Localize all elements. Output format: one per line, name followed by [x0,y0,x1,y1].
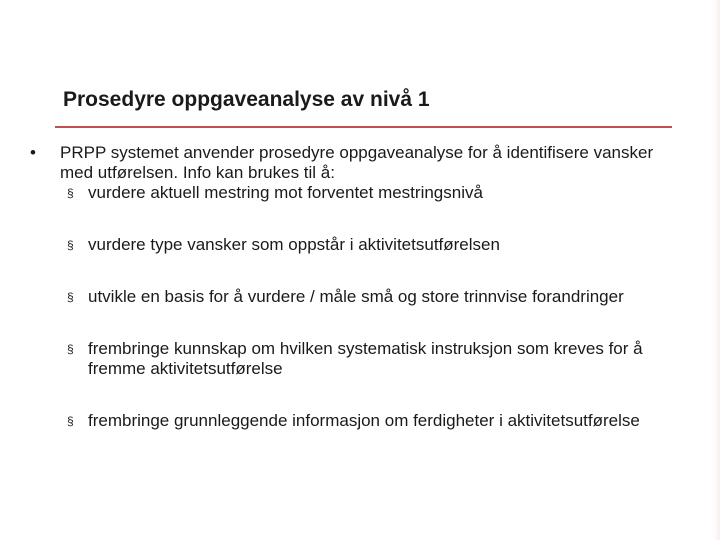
list-item [58,183,648,203]
section-marker-icon: § [67,414,74,428]
list-item [58,339,648,379]
list-item [58,287,648,307]
list-item-text: frembringe kunnskap om hvilken systematisk instruksjon som kreves for å fremme aktivitetsutførelse [88,339,643,378]
list-item-text: utvikle en basis for å vurdere / måle små og store trinnvise forandringer [88,287,624,306]
slide-content [30,143,670,448]
list-item-text: vurdere aktuell mestring mot forventet mestringsnivå [88,183,483,202]
section-marker-icon: § [67,342,74,356]
section-marker-icon: § [67,238,74,252]
right-edge-gradient [710,0,720,540]
main-bullet-text: PRPP systemet anvender prosedyre oppgaveanalyse for å identifisere vansker med utførelsen. Info kan brukes til å: [60,143,654,182]
list-item-text: vurdere type vansker som oppstår i aktivitetsutførelsen [88,235,500,254]
main-bullet [30,143,670,183]
slide-title: Prosedyre oppgaveanalyse av nivå 1 [63,88,430,111]
list-item [58,411,648,431]
list-item [58,235,648,255]
sub-bullet-list [30,183,670,431]
bullet-marker-icon: • [30,143,36,162]
title-underline [55,126,672,128]
section-marker-icon: § [67,290,74,304]
list-item-text: frembringe grunnleggende informasjon om ferdigheter i aktivitetsutførelse [88,411,640,430]
section-marker-icon: § [67,186,74,200]
